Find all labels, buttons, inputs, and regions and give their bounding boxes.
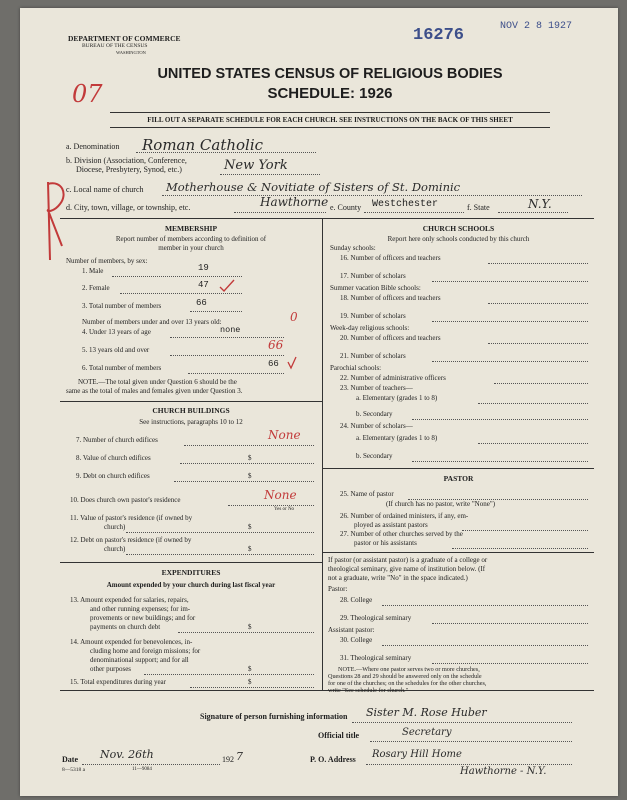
- signature-label: Signature of person furnishing information: [200, 712, 348, 721]
- local-name-value: Motherhouse & Novitiate of Sisters of St. Dominic: [166, 180, 461, 194]
- membership-heading: MEMBERSHIP: [164, 224, 218, 233]
- expenditures-sub: Amount expended by your church during last fiscal year: [106, 581, 276, 589]
- q23a-label: a. Elementary (grades 1 to 8): [356, 394, 438, 402]
- sunday-label: Sunday schools:: [330, 244, 376, 252]
- membership-note-1: NOTE.—The total given under Question 6 should be the: [78, 378, 237, 386]
- summer-label: Summer vacation Bible schools:: [330, 284, 421, 292]
- q3-total-label: 3. Total number of members: [82, 302, 162, 310]
- denomination-value: Roman Catholic: [142, 136, 264, 154]
- q12-dollar: $: [248, 545, 252, 553]
- serial-number: 16276: [413, 26, 465, 45]
- buildings-heading: CHURCH BUILDINGS: [152, 406, 230, 415]
- county-label: e. County: [330, 203, 362, 212]
- po-address-line-1: Rosary Hill Home: [372, 749, 462, 760]
- instruction-banner: FILL OUT A SEPARATE SCHEDULE FOR EACH CHURCH. SEE INSTRUCTIONS ON THE BACK OF THIS SHEET: [147, 116, 513, 124]
- date-value: Nov. 26th: [100, 748, 154, 761]
- form-code: 8—5318 a: [62, 767, 86, 773]
- q13-label-4: payments on church debt: [90, 623, 161, 631]
- expenditures-heading: EXPENDITURES: [161, 568, 221, 577]
- yes-no-label: Yes or No: [274, 507, 295, 512]
- q10-label: 10. Does church own pastor's residence: [70, 496, 181, 504]
- q28-label: 28. College: [340, 596, 373, 604]
- dept-label: DEPARTMENT OF COMMERCE: [68, 34, 181, 43]
- membership-intro-2: member in your church: [158, 244, 224, 252]
- q22-label: 22. Number of administrative officers: [340, 374, 446, 382]
- q13-dollar: $: [248, 623, 252, 631]
- city-town-label: d. City, town, village, or township, etc.: [66, 203, 191, 212]
- official-title-value: Secretary: [402, 727, 452, 738]
- red-tick-icon: [218, 279, 236, 293]
- q1-male-value: 19: [198, 263, 209, 273]
- official-title-label: Official title: [318, 731, 360, 740]
- q27-label-1: 27. Number of other churches served by the: [340, 530, 463, 538]
- buildings-sub: See instructions, paragraphs 10 to 12: [139, 418, 243, 426]
- q24-label: 24. Number of scholars—: [340, 422, 413, 430]
- q14-label-4: other purposes: [90, 665, 132, 673]
- county-value: Westchester: [372, 199, 439, 210]
- q8-dollar: $: [248, 454, 252, 462]
- q2-female-value: 47: [198, 280, 209, 290]
- graduate-note-3: not a graduate, write "No" in the space indicated.): [328, 574, 468, 582]
- q29-label: 29. Theological seminary: [340, 614, 412, 622]
- po-address-line-2: Hawthorne - N.Y.: [460, 766, 547, 777]
- q4-under13-value: none: [220, 325, 241, 335]
- received-date-stamp: NOV 2 8 1927: [500, 21, 573, 32]
- pastor-heading: PASTOR: [443, 474, 474, 483]
- q4-under13-label: 4. Under 13 years of age: [82, 328, 151, 336]
- q10-value: None: [264, 488, 297, 502]
- q24a-label: a. Elementary (grades 1 to 8): [356, 434, 438, 442]
- year-printed: 192: [222, 755, 234, 764]
- bureau-label: BUREAU OF THE CENSUS: [82, 43, 148, 49]
- division-value: New York: [224, 158, 288, 173]
- date-label: Date: [62, 755, 78, 764]
- q14-label-3: denominational support; and for all: [90, 656, 189, 664]
- q8-label: 8. Value of church edifices: [76, 454, 151, 462]
- q26-label-1: 26. Number of ordained ministers, if any, em-: [340, 512, 469, 520]
- state-label: f. State: [467, 203, 490, 212]
- asst-pastor-label: Assistant pastor:: [328, 626, 375, 634]
- q4-red-mark: 0: [290, 310, 298, 324]
- q5-over13-value: 66: [268, 338, 284, 352]
- pastor-note-1: NOTE.—Where one pastor serves two or more churches,: [338, 666, 480, 673]
- denomination-label: a. Denomination: [66, 142, 120, 151]
- q24b-label: b. Secondary: [356, 452, 393, 460]
- q30-label: 30. College: [340, 636, 373, 644]
- q25-note: (If church has no pastor, write "None"): [386, 500, 496, 508]
- q7-value: None: [268, 428, 301, 442]
- q11-label-1: 11. Value of pastor's residence (if owned by: [70, 514, 193, 522]
- division-label-2: Diocese, Presbytery, Synod, etc.): [76, 165, 182, 174]
- po-address-label: P. O. Address: [310, 755, 356, 764]
- form-title: UNITED STATES CENSUS OF RELIGIOUS BODIES: [157, 66, 503, 82]
- q12-label-1: 12. Debt on pastor's residence (if owned by: [70, 536, 192, 544]
- year-handwritten: 7: [236, 750, 243, 763]
- q2-female-label: 2. Female: [82, 284, 110, 292]
- q18-label: 18. Number of officers and teachers: [340, 294, 441, 302]
- q11-label-2: church): [104, 523, 126, 531]
- q14-dollar: $: [248, 665, 252, 673]
- pastor-note-2: Questions 28 and 29 should be answered only on the schedule: [328, 673, 482, 680]
- q6-total-value: 66: [268, 359, 279, 369]
- q17-label: 17. Number of scholars: [340, 272, 406, 280]
- q27-label-2: pastor or his assistants: [354, 539, 417, 547]
- city-label: WASHINGTON: [116, 50, 146, 55]
- q3-total-value: 66: [196, 298, 207, 308]
- q15-label: 15. Total expenditures during year: [70, 678, 166, 686]
- city-town-value: Hawthorne: [260, 195, 329, 209]
- weekday-label: Week-day religious schools:: [330, 324, 410, 332]
- q23-label: 23. Number of teachers—: [340, 384, 413, 392]
- parochial-label: Parochial schools:: [330, 364, 382, 372]
- q23b-label: b. Secondary: [356, 410, 393, 418]
- schools-sub: Report here only schools conducted by this church: [387, 235, 530, 243]
- q12-label-2: church): [104, 545, 126, 553]
- q31-label: 31. Theological seminary: [340, 654, 412, 662]
- membership-intro-1: Report number of members according to definition of: [115, 235, 267, 243]
- q13-label-2: and other running expenses; for im-: [90, 605, 191, 613]
- graduate-note-1: If pastor (or assistant pastor) is a graduate of a college or: [328, 556, 488, 564]
- pastor-sub-label: Pastor:: [328, 585, 348, 593]
- schools-heading: CHURCH SCHOOLS: [422, 224, 495, 233]
- q13-label-1: 13. Amount expended for salaries, repairs,: [70, 596, 189, 604]
- q15-dollar: $: [248, 678, 252, 686]
- under-over-label: Number of members under and over 13 years old:: [82, 318, 222, 326]
- signature-value: Sister M. Rose Huber: [366, 706, 487, 719]
- division-label-1: b. Division (Association, Conference,: [66, 156, 187, 165]
- q14-label-2: cluding home and foreign missions; for: [90, 647, 201, 655]
- pastor-note-3: for one of the churches; on the schedules for the other churches,: [328, 680, 487, 687]
- q1-male-label: 1. Male: [82, 267, 104, 275]
- pastor-note-4: write "See schedule for church.": [328, 687, 409, 694]
- print-code: 11—9084: [132, 767, 152, 772]
- q9-dollar: $: [248, 472, 252, 480]
- census-form-sheet: [20, 8, 618, 796]
- margin-red-number: 07: [72, 80, 103, 108]
- local-name-label: c. Local name of church: [66, 185, 144, 194]
- membership-note-2: same as the total of males and females given under Question 3.: [66, 387, 243, 395]
- q7-label: 7. Number of church edifices: [76, 436, 158, 444]
- state-value: N.Y.: [528, 197, 552, 211]
- q13-label-3: provements or new buildings; and for: [90, 614, 196, 622]
- q25-label: 25. Name of pastor: [340, 490, 394, 498]
- q14-label-1: 14. Amount expended for benevolences, in-: [70, 638, 193, 646]
- graduate-note-2: theological seminary, give name of institution below. (If: [328, 565, 486, 573]
- q9-label: 9. Debt on church edifices: [76, 472, 150, 480]
- q20-label: 20. Number of officers and teachers: [340, 334, 441, 342]
- red-tick-icon-2: [286, 356, 298, 370]
- schedule-year: SCHEDULE: 1926: [267, 85, 393, 102]
- q21-label: 21. Number of scholars: [340, 352, 406, 360]
- by-sex-label: Number of members, by sex:: [66, 257, 148, 265]
- q11-dollar: $: [248, 523, 252, 531]
- q5-over13-label: 5. 13 years old and over: [82, 346, 150, 354]
- q6-total-label: 6. Total number of members: [82, 364, 162, 372]
- q19-label: 19. Number of scholars: [340, 312, 406, 320]
- q16-label: 16. Number of officers and teachers: [340, 254, 441, 262]
- q26-label-2: ployed as assistant pastors: [354, 521, 428, 529]
